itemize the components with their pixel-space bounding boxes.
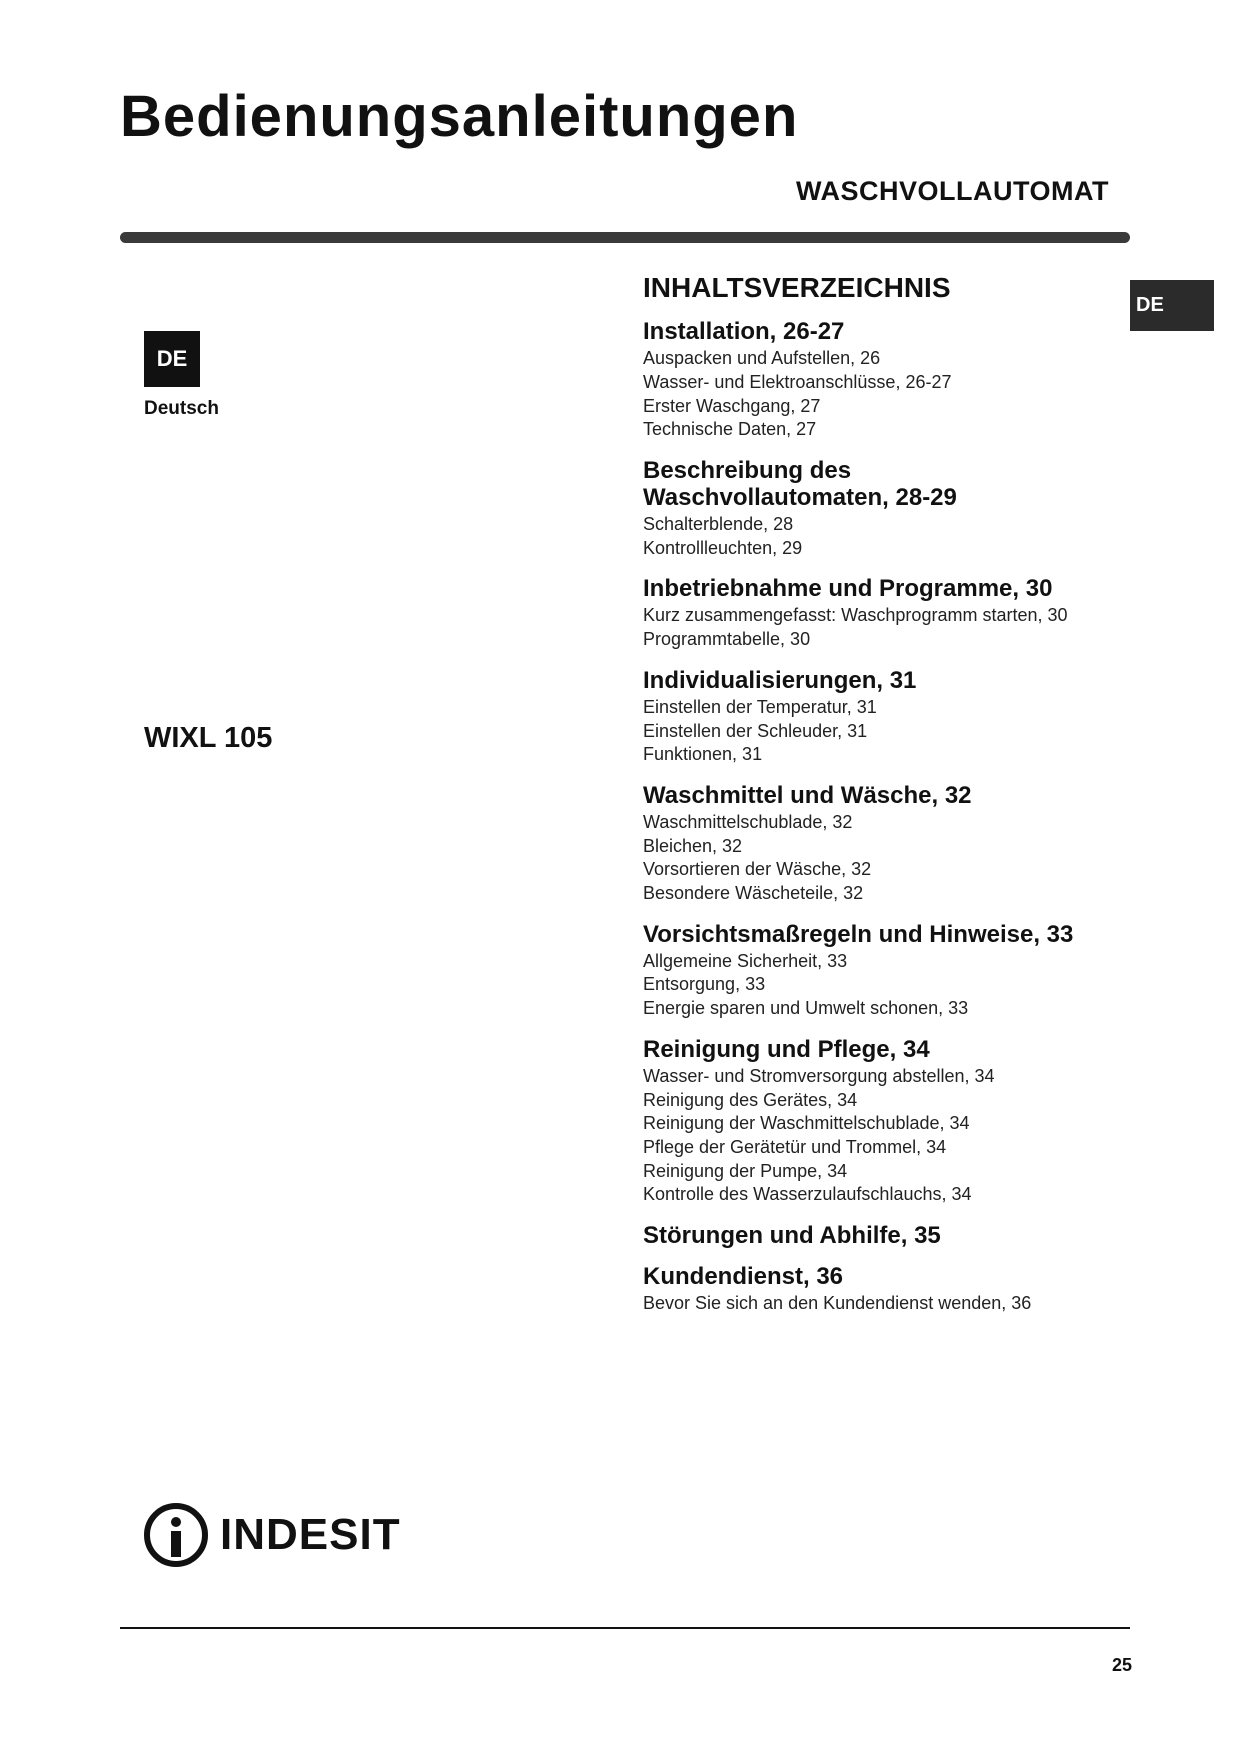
toc-entry: Bleichen, 32 xyxy=(643,835,743,856)
toc-section-title: Störungen und Abhilfe, 35 xyxy=(643,1222,941,1250)
page-number: 25 xyxy=(1111,1655,1132,1675)
toc-entry: Kontrolle des Wasserzulaufschlauchs, 34 xyxy=(643,1184,972,1205)
toc-entry: Einstellen der Temperatur, 31 xyxy=(643,696,877,717)
toc-section-description xyxy=(643,459,1123,560)
language-side-tab: DE xyxy=(1130,280,1214,331)
toc-entry: Erster Waschgang, 27 xyxy=(643,395,821,416)
toc-section-troubleshooting xyxy=(643,1224,1123,1248)
toc-entry: Pflege der Gerätetür und Trommel, 34 xyxy=(643,1136,947,1157)
toc-section-service xyxy=(643,1265,1123,1316)
toc-entry: Programmtabelle, 30 xyxy=(643,629,811,650)
brand-name: INDESIT xyxy=(220,1510,401,1559)
toc-section-title: Waschvollautomaten, 28-29 xyxy=(643,484,957,511)
page-title: Bedienungsanleitungen xyxy=(120,84,799,149)
toc-entry: Reinigung der Pumpe, 34 xyxy=(643,1160,848,1181)
toc-entry: Allgemeine Sicherheit, 33 xyxy=(643,950,848,971)
brand-logo xyxy=(144,1503,401,1567)
toc-section-cleaning xyxy=(643,1035,1123,1207)
toc-entry: Funktionen, 31 xyxy=(643,744,763,765)
info-icon xyxy=(144,1503,208,1567)
language-name: Deutsch xyxy=(144,398,219,419)
toc-entry: Entsorgung, 33 xyxy=(643,974,766,995)
toc-section-title: Inbetriebnahme und Programme, 30 xyxy=(643,575,1053,603)
toc-entry: Wasser- und Elektroanschlüsse, 26-27 xyxy=(643,371,952,392)
top-divider xyxy=(120,232,1130,243)
language-badge: DE xyxy=(144,331,200,387)
toc-section-detergent xyxy=(643,781,1123,906)
toc-entry: Kontrollleuchten, 29 xyxy=(643,537,803,558)
table-of-contents xyxy=(643,272,1123,1333)
toc-entry: Vorsortieren der Wäsche, 32 xyxy=(643,859,872,880)
toc-section-customization xyxy=(643,666,1123,767)
toc-section-title: Reinigung und Pflege, 34 xyxy=(643,1035,930,1063)
toc-entry: Bevor Sie sich an den Kundendienst wenden, 36 xyxy=(643,1293,1032,1314)
toc-section-title: Installation, 26-27 xyxy=(643,318,845,346)
toc-entry: Technische Daten, 27 xyxy=(643,419,817,440)
toc-entry: Einstellen der Schleuder, 31 xyxy=(643,720,868,741)
model-number: WIXL 105 xyxy=(144,722,273,754)
toc-section-title: Individualisierungen, 31 xyxy=(643,666,917,694)
toc-entry: Energie sparen und Umwelt schonen, 33 xyxy=(643,998,969,1019)
toc-entry: Reinigung des Gerätes, 34 xyxy=(643,1089,858,1110)
toc-section-installation xyxy=(643,320,1123,442)
toc-section-precautions xyxy=(643,920,1123,1021)
toc-entry: Besondere Wäscheteile, 32 xyxy=(643,883,864,904)
toc-section-title: Vorsichtsmaßregeln und Hinweise, 33 xyxy=(643,920,1074,948)
toc-entry: Reinigung der Waschmittelschublade, 34 xyxy=(643,1113,970,1134)
toc-entry: Wasser- und Stromversorgung abstellen, 34 xyxy=(643,1065,995,1086)
toc-section-operation xyxy=(643,577,1123,651)
toc-section-title: Kundendienst, 36 xyxy=(643,1263,844,1291)
toc-entry: Waschmittelschublade, 32 xyxy=(643,811,853,832)
product-type: WASCHVOLLAUTOMAT xyxy=(796,176,1109,206)
toc-entry: Auspacken und Aufstellen, 26 xyxy=(643,348,881,369)
toc-entry: Schalterblende, 28 xyxy=(643,514,794,534)
toc-entry: Kurz zusammengefasst: Waschprogramm starten, 30 xyxy=(643,605,1068,626)
bottom-divider xyxy=(120,1627,1130,1629)
toc-heading: INHALTSVERZEICHNIS xyxy=(643,272,951,303)
toc-section-title: Waschmittel und Wäsche, 32 xyxy=(643,781,972,809)
toc-section-title: Beschreibung des xyxy=(643,457,852,484)
